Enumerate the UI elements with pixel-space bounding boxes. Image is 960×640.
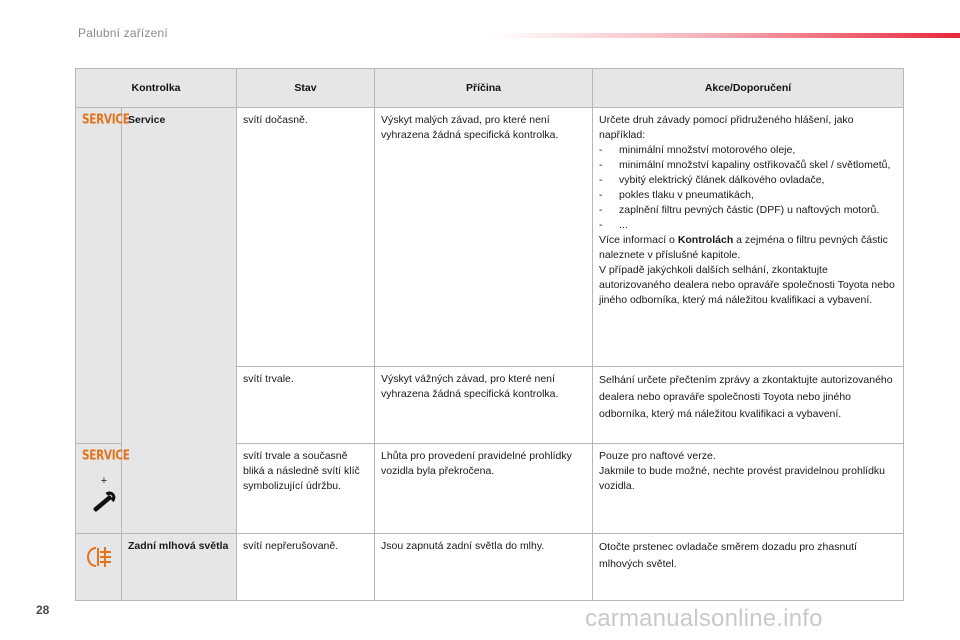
list-item: - minimální množství motorového oleje, bbox=[599, 143, 897, 158]
fog-light-name: Zadní mlhová světla bbox=[122, 534, 237, 601]
column-header-stav: Stav bbox=[237, 69, 375, 108]
action-schedule-service: Jakmile to bude možné, nechte provést pravidelnou prohlídku vozidla. bbox=[599, 465, 886, 492]
service-state-permanent: svítí trvale. bbox=[237, 367, 375, 444]
service-wrench-icon-cell bbox=[76, 444, 130, 534]
more-suffix: a zejména o filtru pevných částic naleznete v příslušné kapitole. bbox=[599, 234, 888, 261]
column-header-kontrolka: Kontrolka bbox=[76, 69, 237, 108]
column-header-akce: Akce/Doporučení bbox=[593, 69, 904, 108]
service-action-major: Selhání určete přečtením zprávy a zkontaktujte autorizovaného dealera nebo opraváře společnosti Toyota nebo jiného odborníka, který má náležitou kvalifikaci a vybavení. bbox=[593, 367, 904, 444]
page-number: 28 bbox=[36, 603, 50, 617]
warning-lights-table bbox=[75, 68, 904, 601]
service-icon-cell bbox=[76, 108, 130, 444]
more-bold-link-text: Kontrolách bbox=[677, 234, 734, 246]
rear-fog-light-icon bbox=[84, 545, 114, 569]
service-state-temporary: svítí dočasně. bbox=[237, 108, 375, 367]
service-light-name bbox=[122, 108, 237, 534]
action-more-info bbox=[599, 233, 897, 263]
action-list bbox=[599, 143, 897, 233]
table-row bbox=[76, 108, 904, 367]
service-action-minor bbox=[593, 108, 904, 367]
service-warning-icon: SERVICE bbox=[82, 448, 130, 464]
fog-cause: Jsou zapnutá zadní světla do mlhy. bbox=[375, 534, 593, 601]
service-warning-icon: SERVICE bbox=[82, 112, 130, 128]
page-header-title: Palubní zařízení bbox=[78, 26, 168, 40]
list-item: - vybitý elektrický článek dálkového ovladače, bbox=[599, 173, 897, 188]
fog-state: svítí nepřerušovaně. bbox=[237, 534, 375, 601]
action-diesel-note: Pouze pro naftové verze. bbox=[599, 450, 716, 462]
wrench-icon bbox=[87, 487, 121, 517]
fog-icon-cell bbox=[76, 534, 122, 601]
more-prefix: Více informací o bbox=[599, 234, 675, 246]
header-accent-line bbox=[490, 33, 960, 38]
watermark-text: carmanualsonline.info bbox=[585, 605, 823, 632]
list-item: - minimální množství kapaliny ostřikovačů skel / světlometů, bbox=[599, 158, 897, 173]
list-item: - zaplnění filtru pevných částic (DPF) u naftových motorů. bbox=[599, 203, 897, 218]
column-header-pricina: Příčina bbox=[375, 69, 593, 108]
service-cause-minor: Výskyt malých závad, pro které není vyhrazena žádná specifická kontrolka. bbox=[375, 108, 593, 367]
table-header-row bbox=[76, 69, 904, 108]
action-intro: Určete druh závady pomocí přidruženého hlášení, jako například: bbox=[599, 114, 854, 141]
list-item: - pokles tlaku v pneumatikách, bbox=[599, 188, 897, 203]
fog-action: Otočte prstenec ovladače směrem dozadu pro zhasnutí mlhových světel. bbox=[593, 534, 904, 601]
plus-sign: + bbox=[100, 475, 108, 487]
service-cause-overdue: Lhůta pro provedení pravidelné prohlídky vozidla byla překročena. bbox=[375, 444, 593, 534]
service-action-overdue bbox=[593, 444, 904, 534]
service-name-text: Service bbox=[128, 114, 166, 126]
service-state-blinking: svítí trvale a současně bliká a následně svítí klíč symbolizující údržbu. bbox=[237, 444, 375, 534]
service-cause-major: Výskyt vážných závad, pro které není vyhrazena žádná specifická kontrolka. bbox=[375, 367, 593, 444]
action-contact: V případě jakýchkoli dalších selhání, zkontaktujte autorizovaného dealera nebo opraváře společnosti Toyota nebo jiného odborníka, který má náležitou kvalifikaci a vybavení. bbox=[599, 264, 895, 306]
list-item: - ... bbox=[599, 218, 897, 233]
table-row bbox=[76, 534, 904, 601]
